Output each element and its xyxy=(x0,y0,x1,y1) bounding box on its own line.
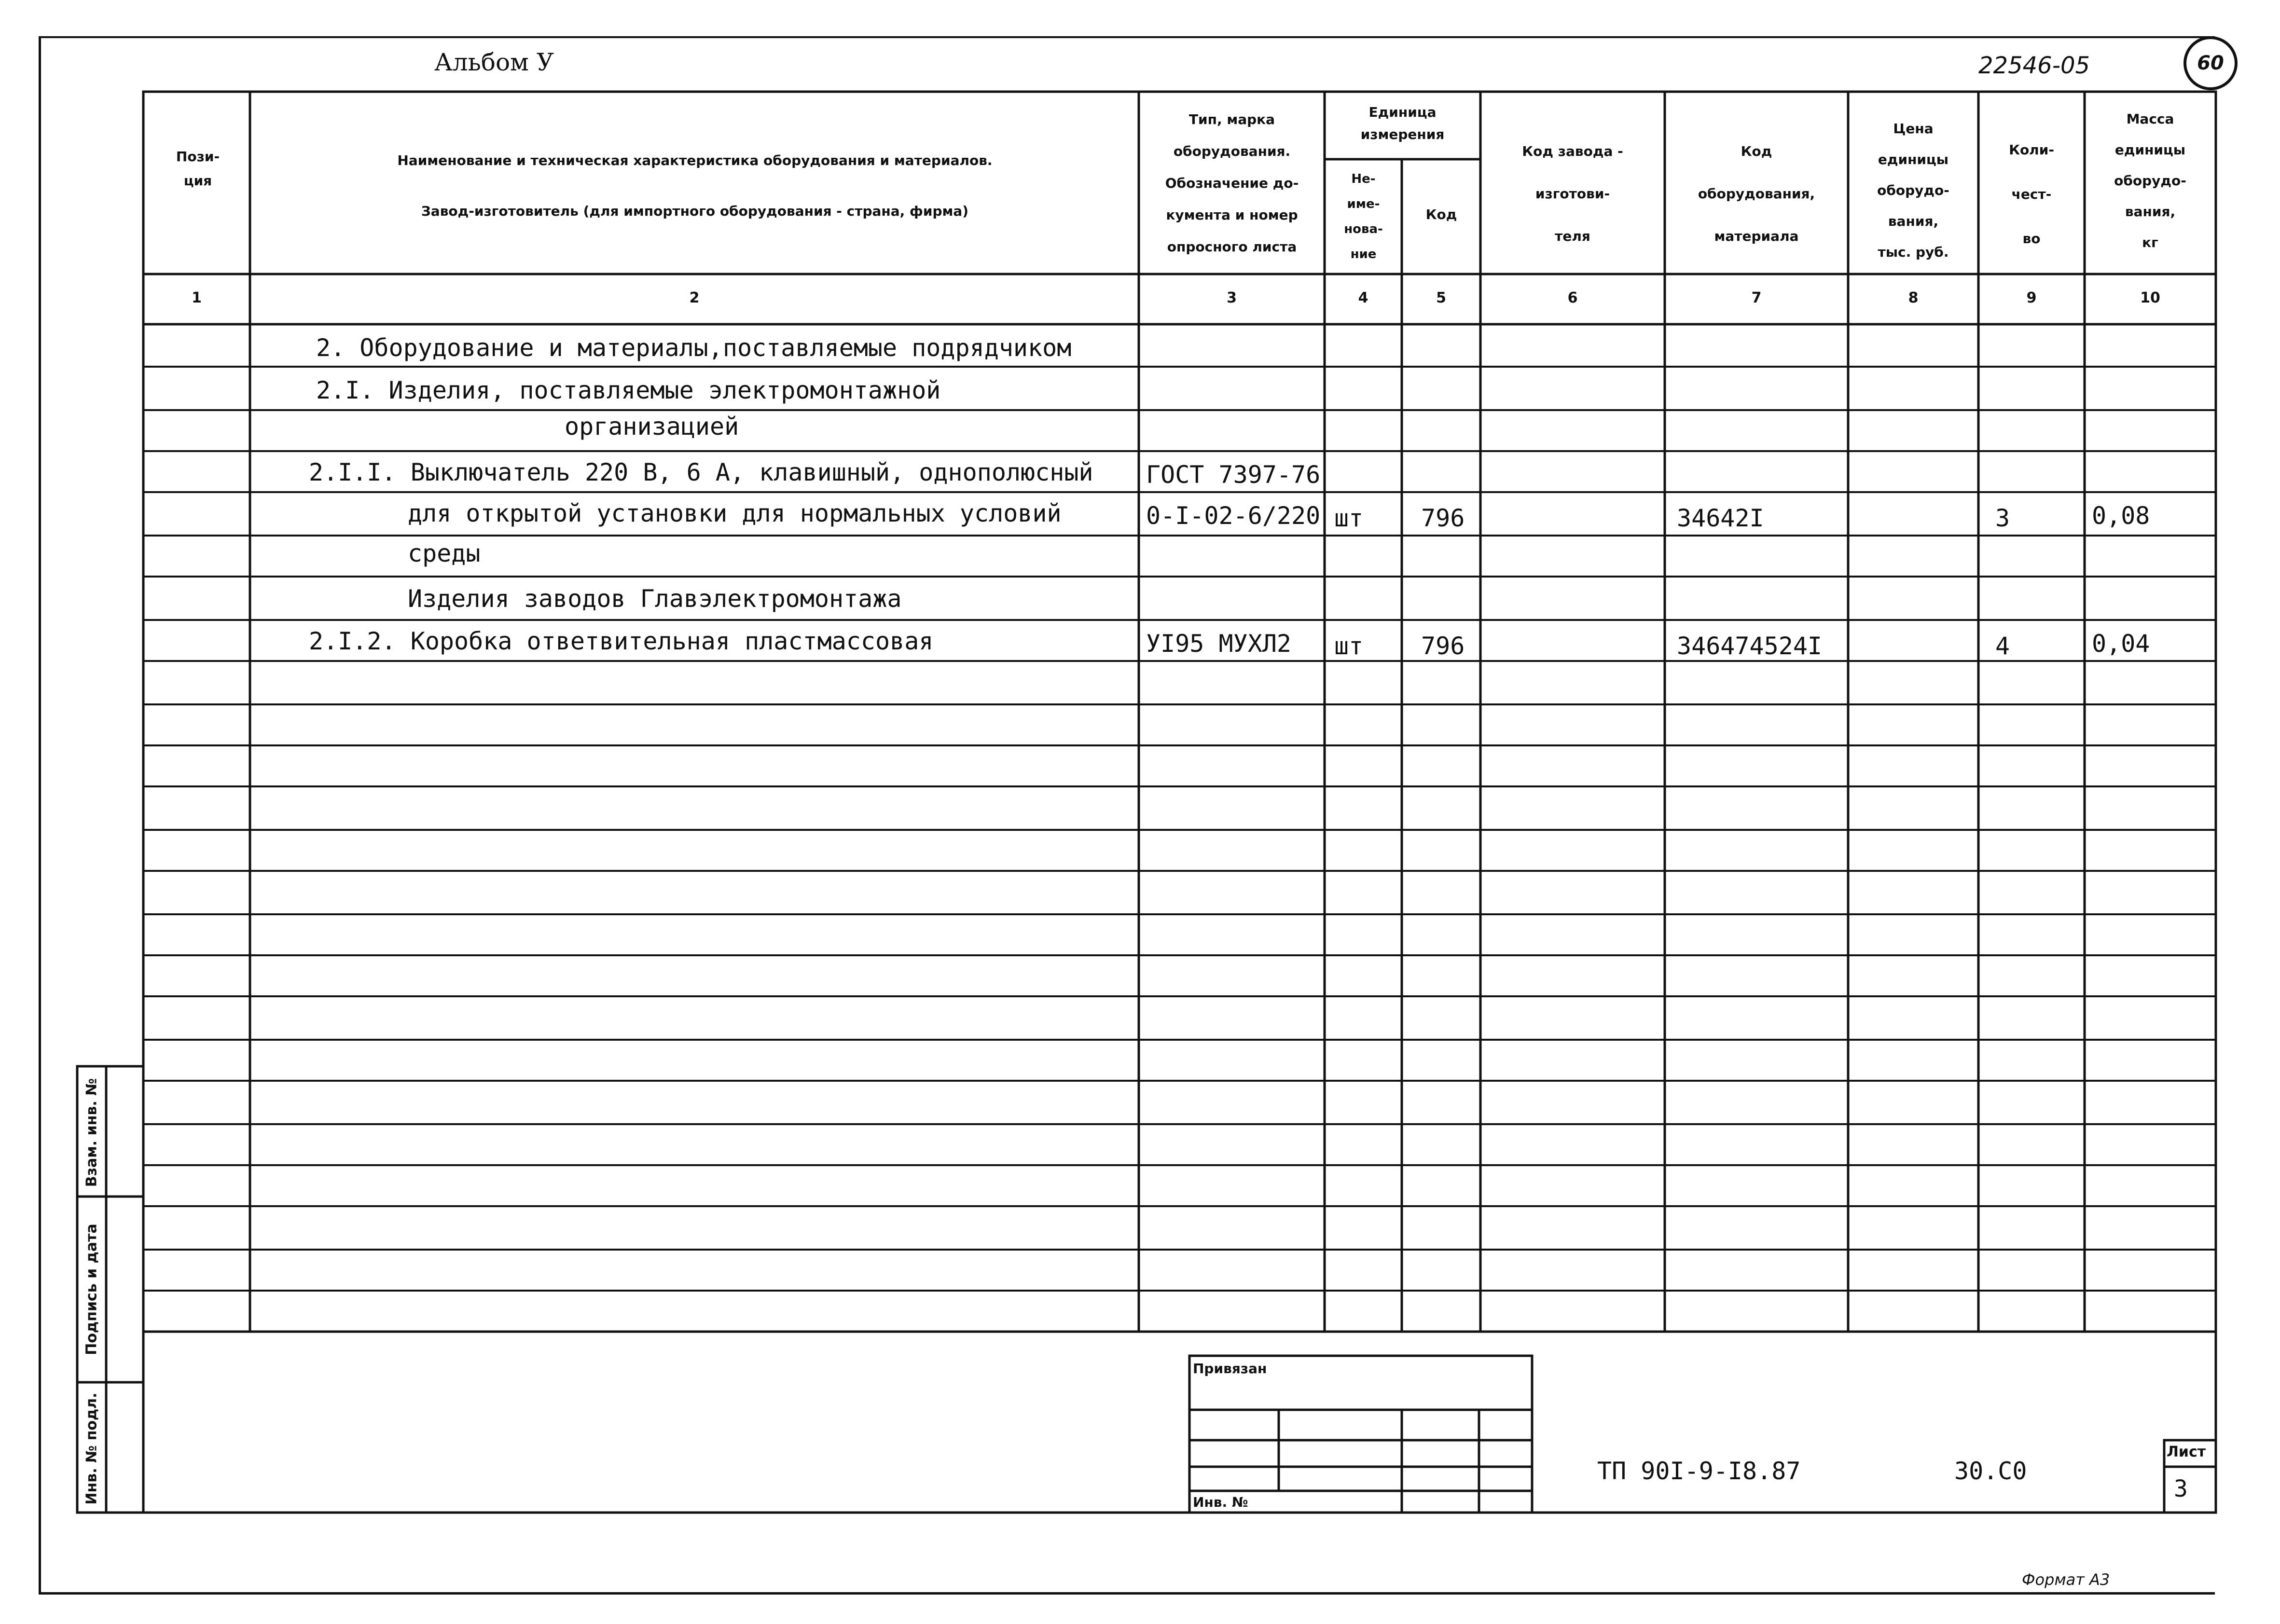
table-row-unit-code: 796 xyxy=(1421,504,1465,532)
table-row-name: организацией xyxy=(565,413,739,440)
table-row-equipment-code: 34642I xyxy=(1677,504,1764,532)
side-stamp-replace-inv: Взам. инв. № xyxy=(83,1078,100,1187)
table-row-name: 2. Оборудование и материалы,поставляемые подрядчиком xyxy=(316,334,1072,362)
table-row-type: 0-I-02-6/220 xyxy=(1146,502,1321,530)
col-header-mass: Масса единицы оборудо- вания, кг xyxy=(2114,111,2186,250)
table-row-mass: 0,04 xyxy=(2092,630,2150,658)
table-row-name: 2.I.I. Выключатель 220 В, 6 А, клавишный, однополюсный xyxy=(309,458,1093,486)
side-stamp-signature-date: Подпись и дата xyxy=(83,1224,100,1355)
col-header-unit-group: Единица измерения xyxy=(1360,104,1445,142)
table-row-name: Изделия заводов Главэлектромонтажа xyxy=(408,585,902,613)
table-row-name: 2.I.2. Коробка ответвительная пластмассовая xyxy=(309,627,934,655)
col-num-2: 2 xyxy=(689,289,700,306)
album-title: Альбом У xyxy=(434,48,554,76)
inv-label: Инв. № xyxy=(1193,1494,1248,1510)
col-num-8: 8 xyxy=(1908,289,1919,306)
table-row-type: ГОСТ 7397-76 xyxy=(1146,461,1321,489)
sheet-label: Лист xyxy=(2167,1444,2206,1460)
table-row-name: 2.I. Изделия, поставляемые электромонтажной xyxy=(316,376,941,404)
col-header-unit-code: Код xyxy=(1425,206,1457,222)
col-header-position: Пози- ция xyxy=(176,149,220,189)
col-header-unit-name: Не- име- нова- ние xyxy=(1344,172,1383,261)
doc-number: ТП 90I-9-I8.87 xyxy=(1597,1457,1801,1485)
section-code: 30.C0 xyxy=(1954,1457,2027,1485)
table-row-unit-code: 796 xyxy=(1421,632,1465,660)
col-num-10: 10 xyxy=(2140,289,2160,306)
col-num-7: 7 xyxy=(1751,289,1762,306)
col-header-quantity: Коли- чест- во xyxy=(2009,142,2054,247)
col-num-6: 6 xyxy=(1567,289,1578,306)
col-header-equipment-code: Код оборудования, материала xyxy=(1698,143,1815,244)
table-row-type: УI95 МУХЛ2 xyxy=(1146,630,1292,658)
approved-label: Привязан xyxy=(1193,1361,1267,1376)
table-row-quantity: 4 xyxy=(1995,632,2010,660)
table-row-quantity: 3 xyxy=(1995,504,2010,532)
table-row-name: для открытой установки для нормальных условий xyxy=(408,499,1062,527)
col-num-3: 3 xyxy=(1227,289,1237,306)
side-stamp-inv-original: Инв. № подл. xyxy=(83,1392,100,1505)
col-header-factory-code: Код завода - изготови- теля xyxy=(1522,143,1623,244)
table-row-unit: шт xyxy=(1334,632,1364,660)
col-header-name: Наименование и техническая характеристика оборудования и материалов. Завод-изготовитель (для импортного оборудования - страна, фирма) xyxy=(397,152,993,219)
doc-code: 22546-05 xyxy=(1978,52,2090,79)
col-header-price: Цена единицы оборудо- вания, тыс. руб. xyxy=(1877,121,1949,260)
page-mark: 60 xyxy=(2197,52,2224,74)
table-row-mass: 0,08 xyxy=(2092,502,2150,530)
col-num-9: 9 xyxy=(2026,289,2037,306)
col-num-5: 5 xyxy=(1436,289,1446,306)
col-num-4: 4 xyxy=(1358,289,1368,306)
table-row-name: среды xyxy=(408,539,481,567)
table-row-equipment-code: 346474524I xyxy=(1677,632,1823,660)
table-row-unit: шт xyxy=(1334,504,1364,532)
format-label: Формат А3 xyxy=(2022,1570,2110,1589)
col-header-type: Тип, марка оборудования. Обозначение до- кумента и номер опросного листа xyxy=(1165,111,1299,255)
col-num-1: 1 xyxy=(192,289,202,306)
sheet-number: 3 xyxy=(2174,1475,2188,1502)
